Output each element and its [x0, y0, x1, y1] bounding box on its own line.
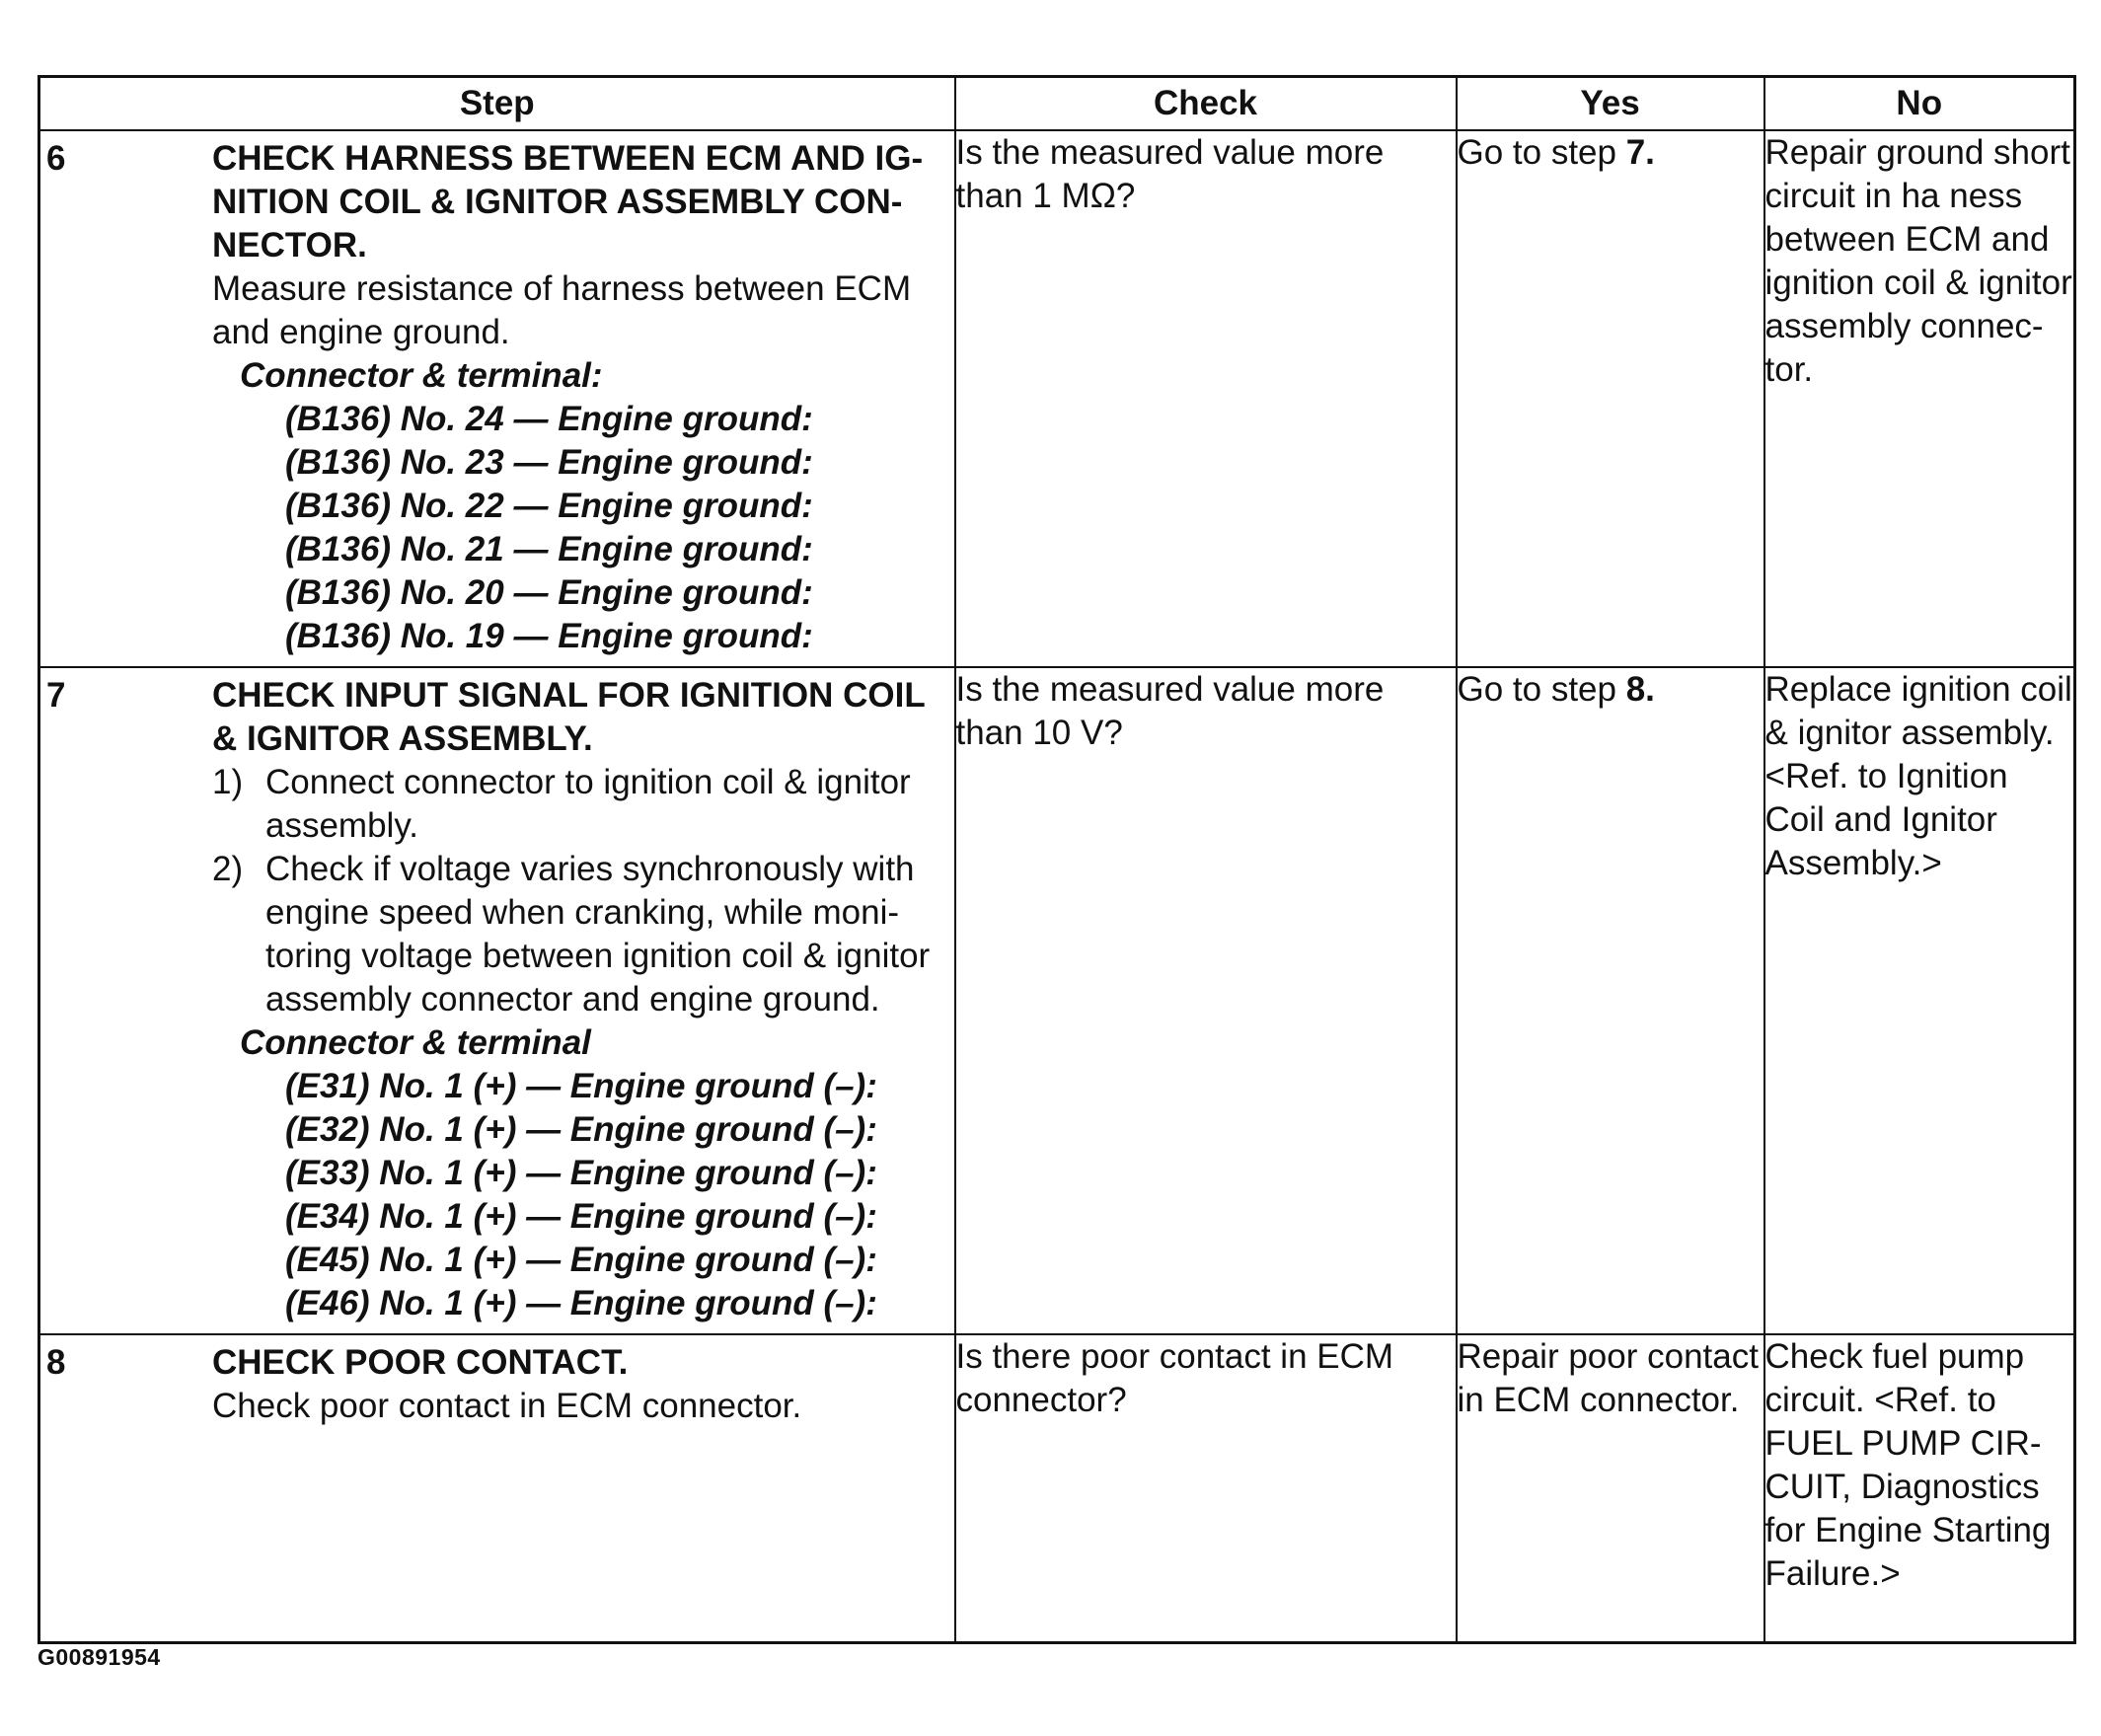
table-row-step-7: [39, 667, 2075, 1334]
connector-terminal-line: (E46) No. 1 (+) — Engine ground (–):: [285, 1284, 877, 1322]
sub-item: [212, 848, 946, 1021]
header-step: Step: [39, 77, 955, 131]
connector-terminal-line: (E45) No. 1 (+) — Engine ground (–):: [285, 1241, 877, 1279]
yes-cell: [1457, 130, 1764, 667]
connector-terminal-line: (B136) No. 21 — Engine ground:: [285, 530, 813, 568]
step-cell: [39, 1334, 955, 1642]
table-row-step-8: [39, 1334, 2075, 1642]
connector-terminal-line: (E34) No. 1 (+) — Engine ground (–):: [285, 1197, 877, 1236]
sub-item-text: Connect connector to ignition coil & ignitor assembly.: [265, 763, 911, 845]
step-title: CHECK HARNESS BETWEEN ECM AND IGNITION COIL & IGNITOR ASSEMBLY CONNECTOR.: [212, 139, 924, 264]
step-cell: [39, 130, 955, 667]
yes-step-ref: 8.: [1625, 670, 1655, 709]
yes-cell: [1457, 667, 1764, 1334]
connector-terminal-line: (B136) No. 23 — Engine ground:: [285, 443, 813, 482]
step-instruction: Check poor contact in ECM connector.: [212, 1387, 802, 1425]
yes-prefix: Go to step: [1457, 133, 1626, 172]
step-title: CHECK POOR CONTACT.: [212, 1343, 629, 1382]
connector-terminal-line: (B136) No. 22 — Engine ground:: [285, 487, 813, 525]
connector-terminal-line: (B136) No. 20 — Engine ground:: [285, 573, 813, 612]
yes-step-ref: 7.: [1625, 133, 1655, 172]
step-number: 7: [46, 676, 66, 715]
step-instruction: Measure resistance of harness between ECM and engine ground.: [212, 269, 912, 351]
connector-heading: Connector & terminal:: [240, 356, 603, 395]
connector-terminal-line: (E32) No. 1 (+) — Engine ground (–):: [285, 1110, 877, 1149]
figure-code: G00891954: [38, 1644, 161, 1670]
header-no: No: [1764, 77, 2075, 131]
yes-prefix: Go to step: [1457, 670, 1626, 709]
check-cell: Is there poor contact in ECM connector?: [955, 1334, 1457, 1642]
step-title: CHECK INPUT SIGNAL FOR IGNITION COIL & IGNITOR ASSEMBLY.: [212, 676, 926, 758]
sub-item-text: Check if voltage varies synchronously with engine speed when cranking, while monitoring voltage between ignition coil & ignitor assembly connector and engine ground.: [265, 850, 931, 1019]
connector-terminal-line: (B136) No. 19 — Engine ground:: [285, 617, 813, 655]
yes-cell: Repair poor contact in ECM connector.: [1457, 1334, 1764, 1642]
connector-terminal-line: (E33) No. 1 (+) — Engine ground (–):: [285, 1154, 877, 1192]
no-cell: Repair ground short circuit in ha ness between ECM and ignition coil & ignitor assembly connector.: [1764, 130, 2075, 667]
step-number: 6: [46, 139, 66, 178]
header-yes: Yes: [1457, 77, 1764, 131]
header-check: Check: [955, 77, 1457, 131]
sub-item-number: 1): [212, 763, 244, 801]
check-cell: Is the measured value more than 10 V?: [955, 667, 1457, 1334]
table-row-step-6: [39, 130, 2075, 667]
diagnostic-table: [38, 75, 2076, 1644]
connector-terminal-line: (B136) No. 24 — Engine ground:: [285, 400, 813, 438]
sub-item-number: 2): [212, 850, 244, 888]
step-number: 8: [46, 1343, 66, 1382]
connector-terminal-line: (E31) No. 1 (+) — Engine ground (–):: [285, 1067, 877, 1105]
check-cell: Is the measured value more than 1 MΩ?: [955, 130, 1457, 667]
connector-heading: Connector & terminal: [240, 1023, 591, 1062]
header-row: [39, 77, 2075, 131]
no-cell: Check fuel pump circuit. <Ref. to FUEL PUMP CIRCUIT, Diagnostics for Engine Starting Failure.>: [1764, 1334, 2075, 1642]
step-cell: [39, 667, 955, 1334]
sub-item: [212, 761, 946, 848]
no-cell: Replace ignition coil & ignitor assembly. <Ref. to Ignition Coil and Ignitor Assembly.>: [1764, 667, 2075, 1334]
